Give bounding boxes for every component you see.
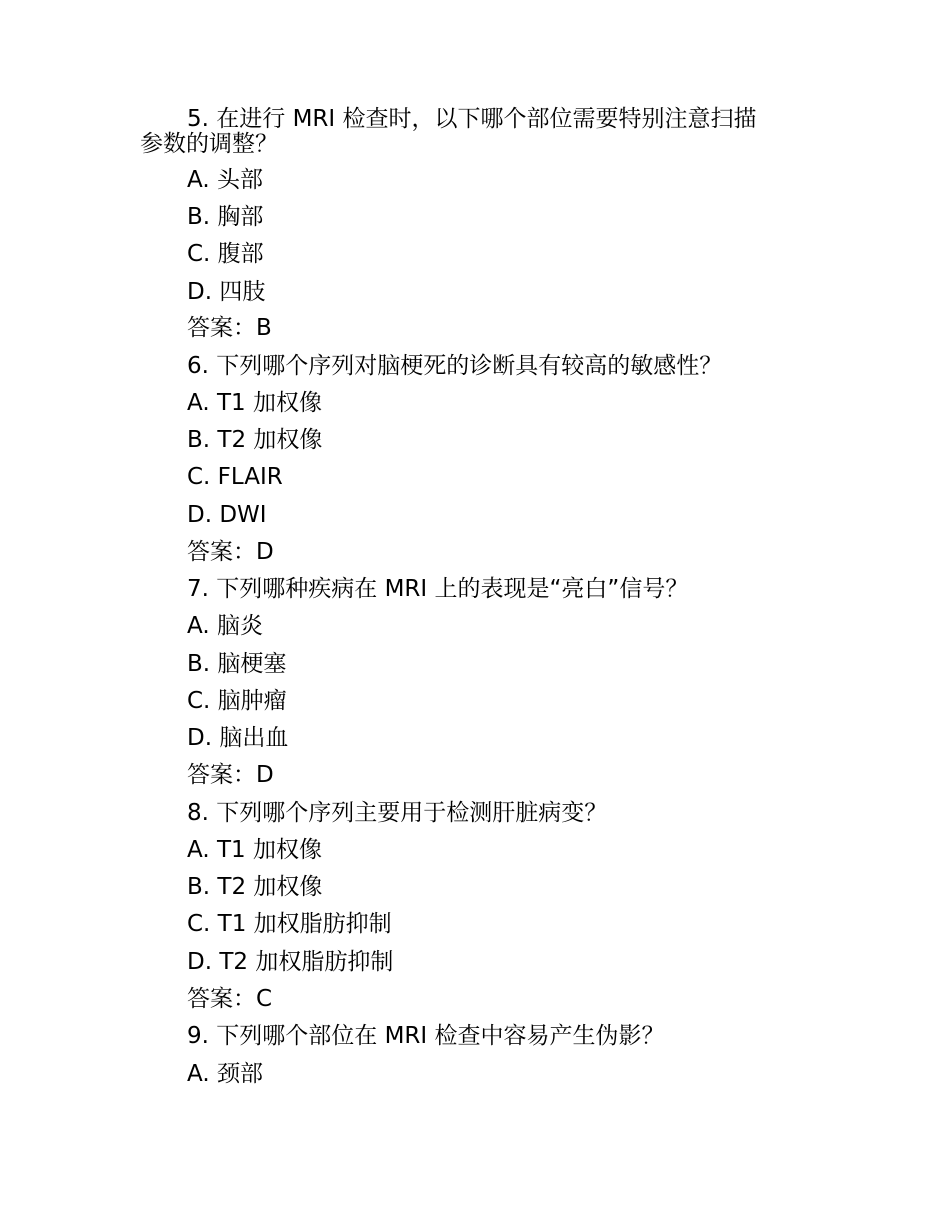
question-7-option-a: A. 脑炎 — [187, 613, 263, 639]
question-8-option-d: D. T2 加权脂肪抑制 — [187, 949, 394, 975]
question-5-answer: 答案：B — [187, 315, 272, 341]
question-5-option-a: A. 头部 — [187, 167, 263, 193]
question-6-option-b: B. T2 加权像 — [187, 427, 323, 453]
question-5-option-b: B. 胸部 — [187, 204, 264, 230]
question-7-stem: 7. 下列哪种疾病在 MRI 上的表现是“亮白”信号？ — [187, 576, 689, 602]
question-8-stem: 8. 下列哪个序列主要用于检测肝脏病变？ — [187, 800, 608, 826]
question-6-option-d: D. DWI — [187, 502, 267, 528]
question-7-option-b: B. 脑梗塞 — [187, 651, 287, 677]
question-6-stem: 6. 下列哪个序列对脑梗死的诊断具有较高的敏感性？ — [187, 353, 723, 379]
question-7-option-c: C. 脑肿瘤 — [187, 688, 287, 714]
question-6-option-a: A. T1 加权像 — [187, 390, 322, 416]
question-7-option-d: D. 脑出血 — [187, 725, 289, 751]
question-9-option-a: A. 颈部 — [187, 1061, 263, 1087]
question-5-stem-line1: 5. 在进行 MRI 检查时，以下哪个部位需要特别注意扫描 — [187, 106, 757, 132]
question-8-option-c: C. T1 加权脂肪抑制 — [187, 911, 392, 937]
question-9-stem: 9. 下列哪个部位在 MRI 检查中容易产生伪影？ — [187, 1023, 665, 1049]
question-6-option-c: C. FLAIR — [187, 464, 283, 490]
question-8-option-b: B. T2 加权像 — [187, 874, 323, 900]
question-5-stem-line2: 参数的调整？ — [140, 131, 278, 157]
question-7-answer: 答案：D — [187, 762, 274, 788]
question-6-answer: 答案：D — [187, 539, 274, 565]
question-5-option-c: C. 腹部 — [187, 241, 264, 267]
question-8-answer: 答案：C — [187, 986, 273, 1012]
question-5-option-d: D. 四肢 — [187, 279, 266, 305]
question-8-option-a: A. T1 加权像 — [187, 837, 322, 863]
